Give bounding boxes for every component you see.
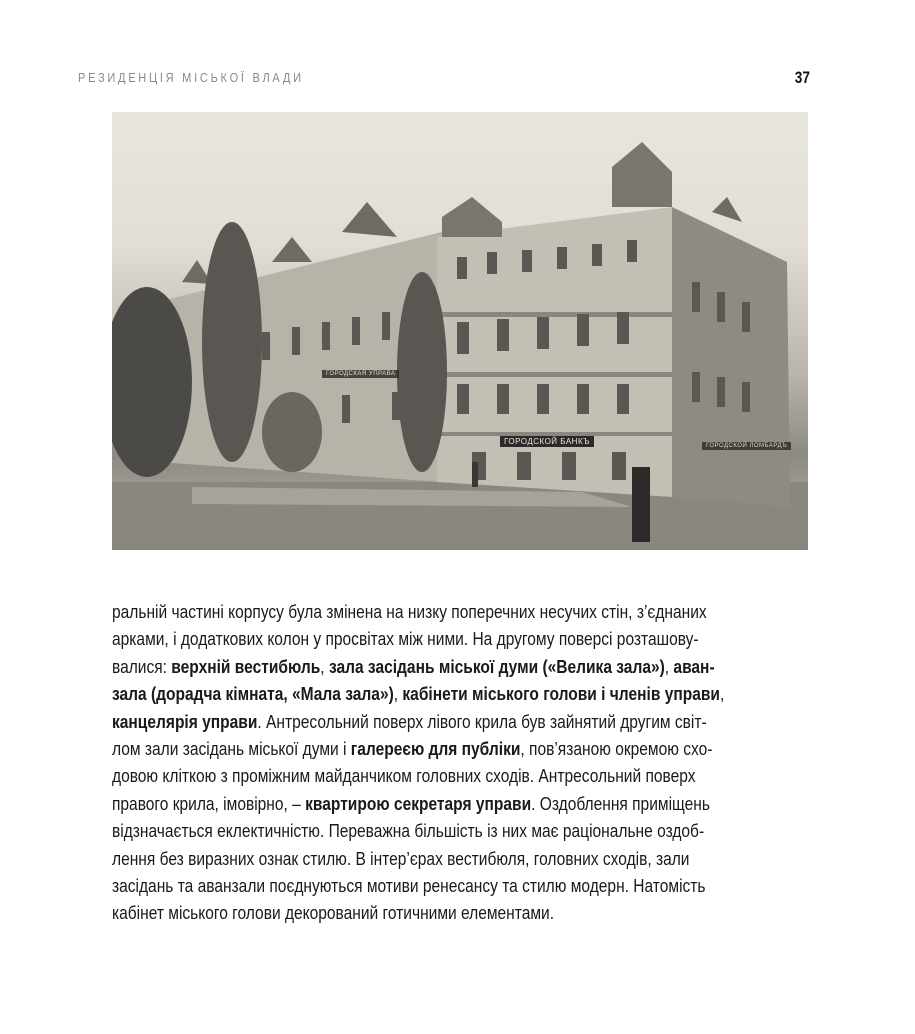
text-run: , — [664, 655, 674, 677]
text-run: лення без виразних ознак стилю. В інтер’єрах вестибюля, головних сходів, зали — [112, 847, 690, 869]
text-line — [112, 735, 713, 762]
text-run: лом зали засідань міської думи і — [112, 738, 351, 760]
text-line — [112, 625, 698, 652]
text-line — [112, 845, 698, 872]
bold-term: канцелярія управи — [112, 710, 258, 732]
sign-city-pawnshop: ГОРОДСКОЙ ЛОМБАРДЪ — [702, 442, 791, 450]
bold-term: галереєю для публіки — [350, 738, 521, 760]
text-run: довою кліткою з проміжним майданчиком головних сходів. Антресольний поверх — [112, 765, 696, 787]
sign-city-bank: ГОРОДСКОЙ БАНКЪ — [500, 436, 594, 447]
text-run: , — [393, 683, 403, 705]
text-run: , пов’язаною окремою схо- — [520, 738, 713, 760]
text-line — [112, 872, 706, 899]
text-run: правого крила, імовірно, – — [112, 792, 306, 814]
bold-term: квартирою секретаря управи — [305, 792, 532, 814]
text-run: засідань та аванзали поєднуються мотиви ренесансу та стилю модерн. Натомість — [112, 875, 706, 897]
bold-term: зала засідань міської думи («Велика зала») — [328, 655, 665, 677]
text-line — [112, 762, 698, 789]
bold-term: верхній вестибюль — [171, 655, 321, 677]
text-line — [112, 653, 715, 680]
text-line — [112, 680, 725, 707]
page-number: 37 — [794, 68, 810, 87]
text-run: , — [320, 655, 329, 677]
text-run: кабінет міського голови декорований готичними елементами. — [112, 902, 555, 924]
bold-term: аван- — [673, 655, 715, 677]
text-run: ральній частині корпусу була змінена на низку поперечних несучих стін, з’єднаних — [112, 601, 707, 622]
text-run: . Антресольний поверх лівого крила був зайнятий другим світ- — [257, 710, 707, 732]
text-run: відзначається еклектичністю. Переважна більшість із них має раціональне оздоб- — [112, 820, 705, 842]
text-line — [112, 899, 698, 926]
text-line — [112, 817, 705, 844]
text-run: , — [719, 683, 725, 705]
body-paragraph — [112, 598, 810, 927]
historic-building-photo — [112, 112, 808, 550]
text-run: валися: — [112, 655, 172, 677]
building-illustration — [112, 112, 808, 550]
bold-term: кабінети міського голови і членів управи — [402, 683, 720, 705]
text-line — [112, 790, 710, 817]
running-header-title: РЕЗИДЕНЦІЯ МІСЬКОЇ ВЛАДИ — [78, 70, 304, 85]
text-run: . Оздоблення приміщень — [531, 792, 710, 814]
bold-term: зала (дорадча кімната, «Мала зала») — [112, 683, 394, 705]
text-run: арками, і додаткових колон у просвітах між ними. На другому поверсі розташову- — [112, 628, 699, 650]
text-line — [112, 708, 707, 735]
text-line — [112, 598, 707, 625]
sign-city-council: ГОРОДСКАЯ УПРАВА — [322, 370, 399, 378]
